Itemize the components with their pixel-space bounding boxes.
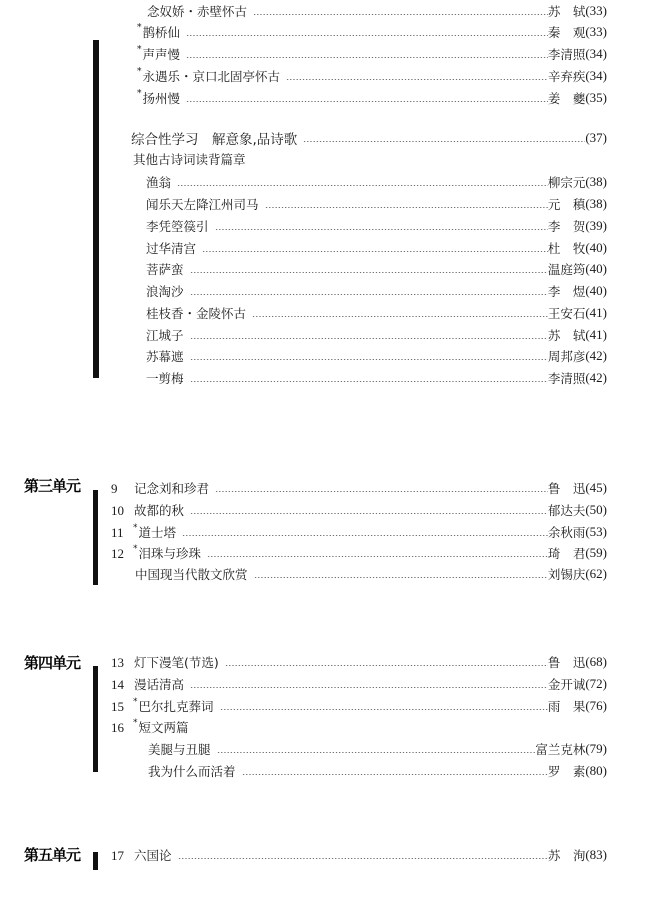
entry-title: 11 *道士塔: [111, 523, 177, 540]
toc-entry[interactable]: [146, 303, 607, 323]
toc-entry[interactable]: [111, 522, 607, 542]
entry-title: 过华清宫: [146, 241, 197, 256]
leader-dots: [303, 141, 585, 142]
entry-author: 苏 轼: [547, 328, 586, 343]
leader-dots: [178, 858, 548, 859]
entry-page: (42): [585, 370, 607, 385]
toc-entry[interactable]: [137, 66, 607, 86]
toc-entry[interactable]: [111, 674, 607, 694]
leader-dots: [182, 535, 548, 536]
entry-title: 15 *巴尔扎克葬词: [111, 697, 214, 714]
toc-entry[interactable]: [146, 172, 607, 192]
entry-title: 16 *短文两篇: [111, 718, 189, 735]
entry-title: 浪淘沙: [146, 284, 184, 299]
entry-page: (34): [585, 68, 607, 83]
leader-dots: [254, 577, 548, 578]
toc-entry[interactable]: [146, 259, 607, 279]
entry-page: (41): [585, 327, 607, 342]
toc-entry[interactable]: [111, 543, 607, 563]
entry-page: (62): [585, 566, 607, 581]
entry-title: 综合性学习 解意象,品诗歌: [131, 132, 298, 148]
leader-dots: [220, 709, 548, 710]
toc-entry[interactable]: [146, 346, 607, 366]
entry-page: (76): [585, 698, 607, 713]
unit-5-bar: [93, 852, 98, 870]
entry-page: (40): [585, 283, 607, 298]
toc-entry[interactable]: [146, 1, 607, 21]
toc-entry[interactable]: [111, 652, 607, 672]
entry-author: 柳宗元: [547, 175, 586, 190]
entry-author: 罗 素: [547, 764, 586, 779]
entry-title: 渔翁: [146, 175, 172, 190]
entry-author: 金开诚: [547, 677, 586, 692]
entry-author: 姜 夔: [547, 91, 586, 106]
leader-dots: [242, 774, 548, 775]
leader-dots: [207, 556, 548, 557]
toc-entry[interactable]: [111, 500, 607, 520]
entry-author: 秦 观: [547, 25, 586, 40]
unit-3-title: 第三单元: [24, 477, 81, 495]
entry-page: (50): [585, 502, 607, 517]
leader-dots: [215, 229, 548, 230]
entry-page: (35): [585, 90, 607, 105]
entry-author: 李 煜: [547, 284, 586, 299]
entry-author: 苏 洵: [547, 848, 586, 863]
leader-dots: [190, 359, 548, 360]
entry-page: (34): [585, 46, 607, 61]
entry-title: 一剪梅: [146, 371, 184, 386]
entry-title: 闻乐天左降江州司马: [146, 197, 259, 212]
toc-entry[interactable]: [111, 845, 607, 865]
unit-4-title: 第四单元: [24, 654, 81, 672]
entry-title: 13 灯下漫笔(节选): [111, 655, 219, 670]
leader-dots: [265, 207, 548, 208]
toc-entry[interactable]: [111, 696, 607, 716]
entry-author: 鲁 迅: [547, 655, 586, 670]
leader-dots: [190, 381, 548, 382]
entry-title: 我为什么而活着: [148, 764, 236, 779]
entry-author: 李 贺: [547, 219, 586, 234]
entry-page: (79): [585, 741, 607, 756]
toc-entry[interactable]: [146, 238, 607, 258]
entry-title: 14 漫话清高: [111, 677, 185, 692]
entry-title: 念奴娇・赤壁怀古: [147, 4, 248, 19]
entry-page: (33): [585, 24, 607, 39]
entry-page: (41): [585, 305, 607, 320]
toc-entry[interactable]: [148, 739, 607, 759]
entry-title: 美腿与丑腿: [148, 742, 211, 757]
toc-entry[interactable]: [137, 44, 607, 64]
section-bar-top: [93, 40, 99, 378]
leader-dots: [190, 513, 548, 514]
toc-entry-integrated-study[interactable]: [131, 128, 607, 148]
leader-dots: [252, 316, 548, 317]
entry-author: 周邦彦: [547, 349, 586, 364]
subheading-extra-poems: [133, 149, 246, 169]
unit-4-bar: [93, 666, 98, 772]
leader-dots: [202, 251, 548, 252]
entry-title: 桂枝香・金陵怀古: [146, 306, 247, 321]
entry-page: (38): [585, 196, 607, 211]
entry-title: 9 记念刘和珍君: [111, 481, 210, 496]
toc-entry[interactable]: [137, 88, 607, 108]
toc-entry[interactable]: [146, 325, 607, 345]
unit-5-title: 第五单元: [24, 846, 81, 864]
entry-page: (53): [585, 524, 607, 539]
entry-author: 温庭筠: [547, 262, 586, 277]
entry-title: 江城子: [146, 328, 184, 343]
entry-author: 刘锡庆: [547, 567, 586, 582]
entry-page: (83): [585, 847, 607, 862]
entry-title: 李凭箜篌引: [146, 219, 209, 234]
leader-dots: [190, 687, 548, 688]
leader-dots: [217, 752, 536, 753]
entry-page: (40): [585, 261, 607, 276]
entry-title: 10 故都的秋: [111, 503, 185, 518]
entry-author: 杜 牧: [547, 241, 586, 256]
entry-title: *扬州慢: [137, 89, 181, 106]
entry-title: 中国现当代散文欣赏: [135, 567, 248, 582]
entry-page: (40): [585, 240, 607, 255]
toc-entry[interactable]: [146, 368, 607, 388]
entry-title: 12 *泪珠与珍珠: [111, 544, 202, 561]
entry-title: *永遇乐・京口北固亭怀古: [137, 67, 281, 84]
leader-dots: [186, 57, 548, 58]
entry-author: 郁达夫: [547, 503, 586, 518]
leader-dots: [225, 665, 548, 666]
entry-page: (68): [585, 654, 607, 669]
leader-dots: [253, 14, 548, 15]
unit-3-bar: [93, 490, 98, 585]
toc-entry[interactable]: [137, 22, 607, 42]
leader-dots: [190, 272, 548, 273]
entry-author: 辛弃疾: [547, 69, 586, 84]
entry-author: 元 稹: [547, 197, 586, 212]
entry-page: (59): [585, 545, 607, 560]
entry-page: (45): [585, 480, 607, 495]
entry-author: 李清照: [547, 47, 586, 62]
entry-page: (42): [585, 348, 607, 363]
toc-entry[interactable]: [148, 761, 607, 781]
entry-author: 琦 君: [547, 546, 586, 561]
subheading-text: 其他古诗词读背篇章: [133, 152, 246, 167]
entry-author: 余秋雨: [547, 525, 586, 540]
entry-title: 苏幕遮: [146, 349, 184, 364]
leader-dots: [190, 294, 548, 295]
leader-dots: [186, 35, 548, 36]
entry-page: (72): [585, 676, 607, 691]
entry-title: *声声慢: [137, 45, 181, 62]
entry-author: 鲁 迅: [547, 481, 586, 496]
toc-entry[interactable]: [111, 717, 607, 737]
entry-title: *鹊桥仙: [137, 23, 181, 40]
toc-entry[interactable]: [135, 564, 607, 584]
entry-title: 17 六国论: [111, 848, 172, 863]
toc-entry[interactable]: [146, 281, 607, 301]
entry-page: (33): [585, 3, 607, 18]
entry-author: 富兰克林: [535, 742, 586, 757]
entry-page: (80): [585, 763, 607, 778]
entry-title: 菩萨蛮: [146, 262, 184, 277]
entry-page: (39): [585, 218, 607, 233]
toc-entry[interactable]: [146, 216, 607, 236]
entry-author: 雨 果: [547, 699, 586, 714]
toc-entry[interactable]: [146, 194, 607, 214]
entry-author: 李清照: [547, 371, 586, 386]
entry-page: (38): [585, 174, 607, 189]
entry-page: (37): [585, 130, 607, 145]
toc-entry[interactable]: [111, 478, 607, 498]
leader-dots: [190, 338, 548, 339]
entry-author: 王安石: [547, 306, 586, 321]
entry-author: 苏 轼: [547, 4, 586, 19]
leader-dots: [286, 79, 548, 80]
leader-dots: [177, 185, 548, 186]
leader-dots: [186, 101, 548, 102]
leader-dots: [215, 491, 548, 492]
